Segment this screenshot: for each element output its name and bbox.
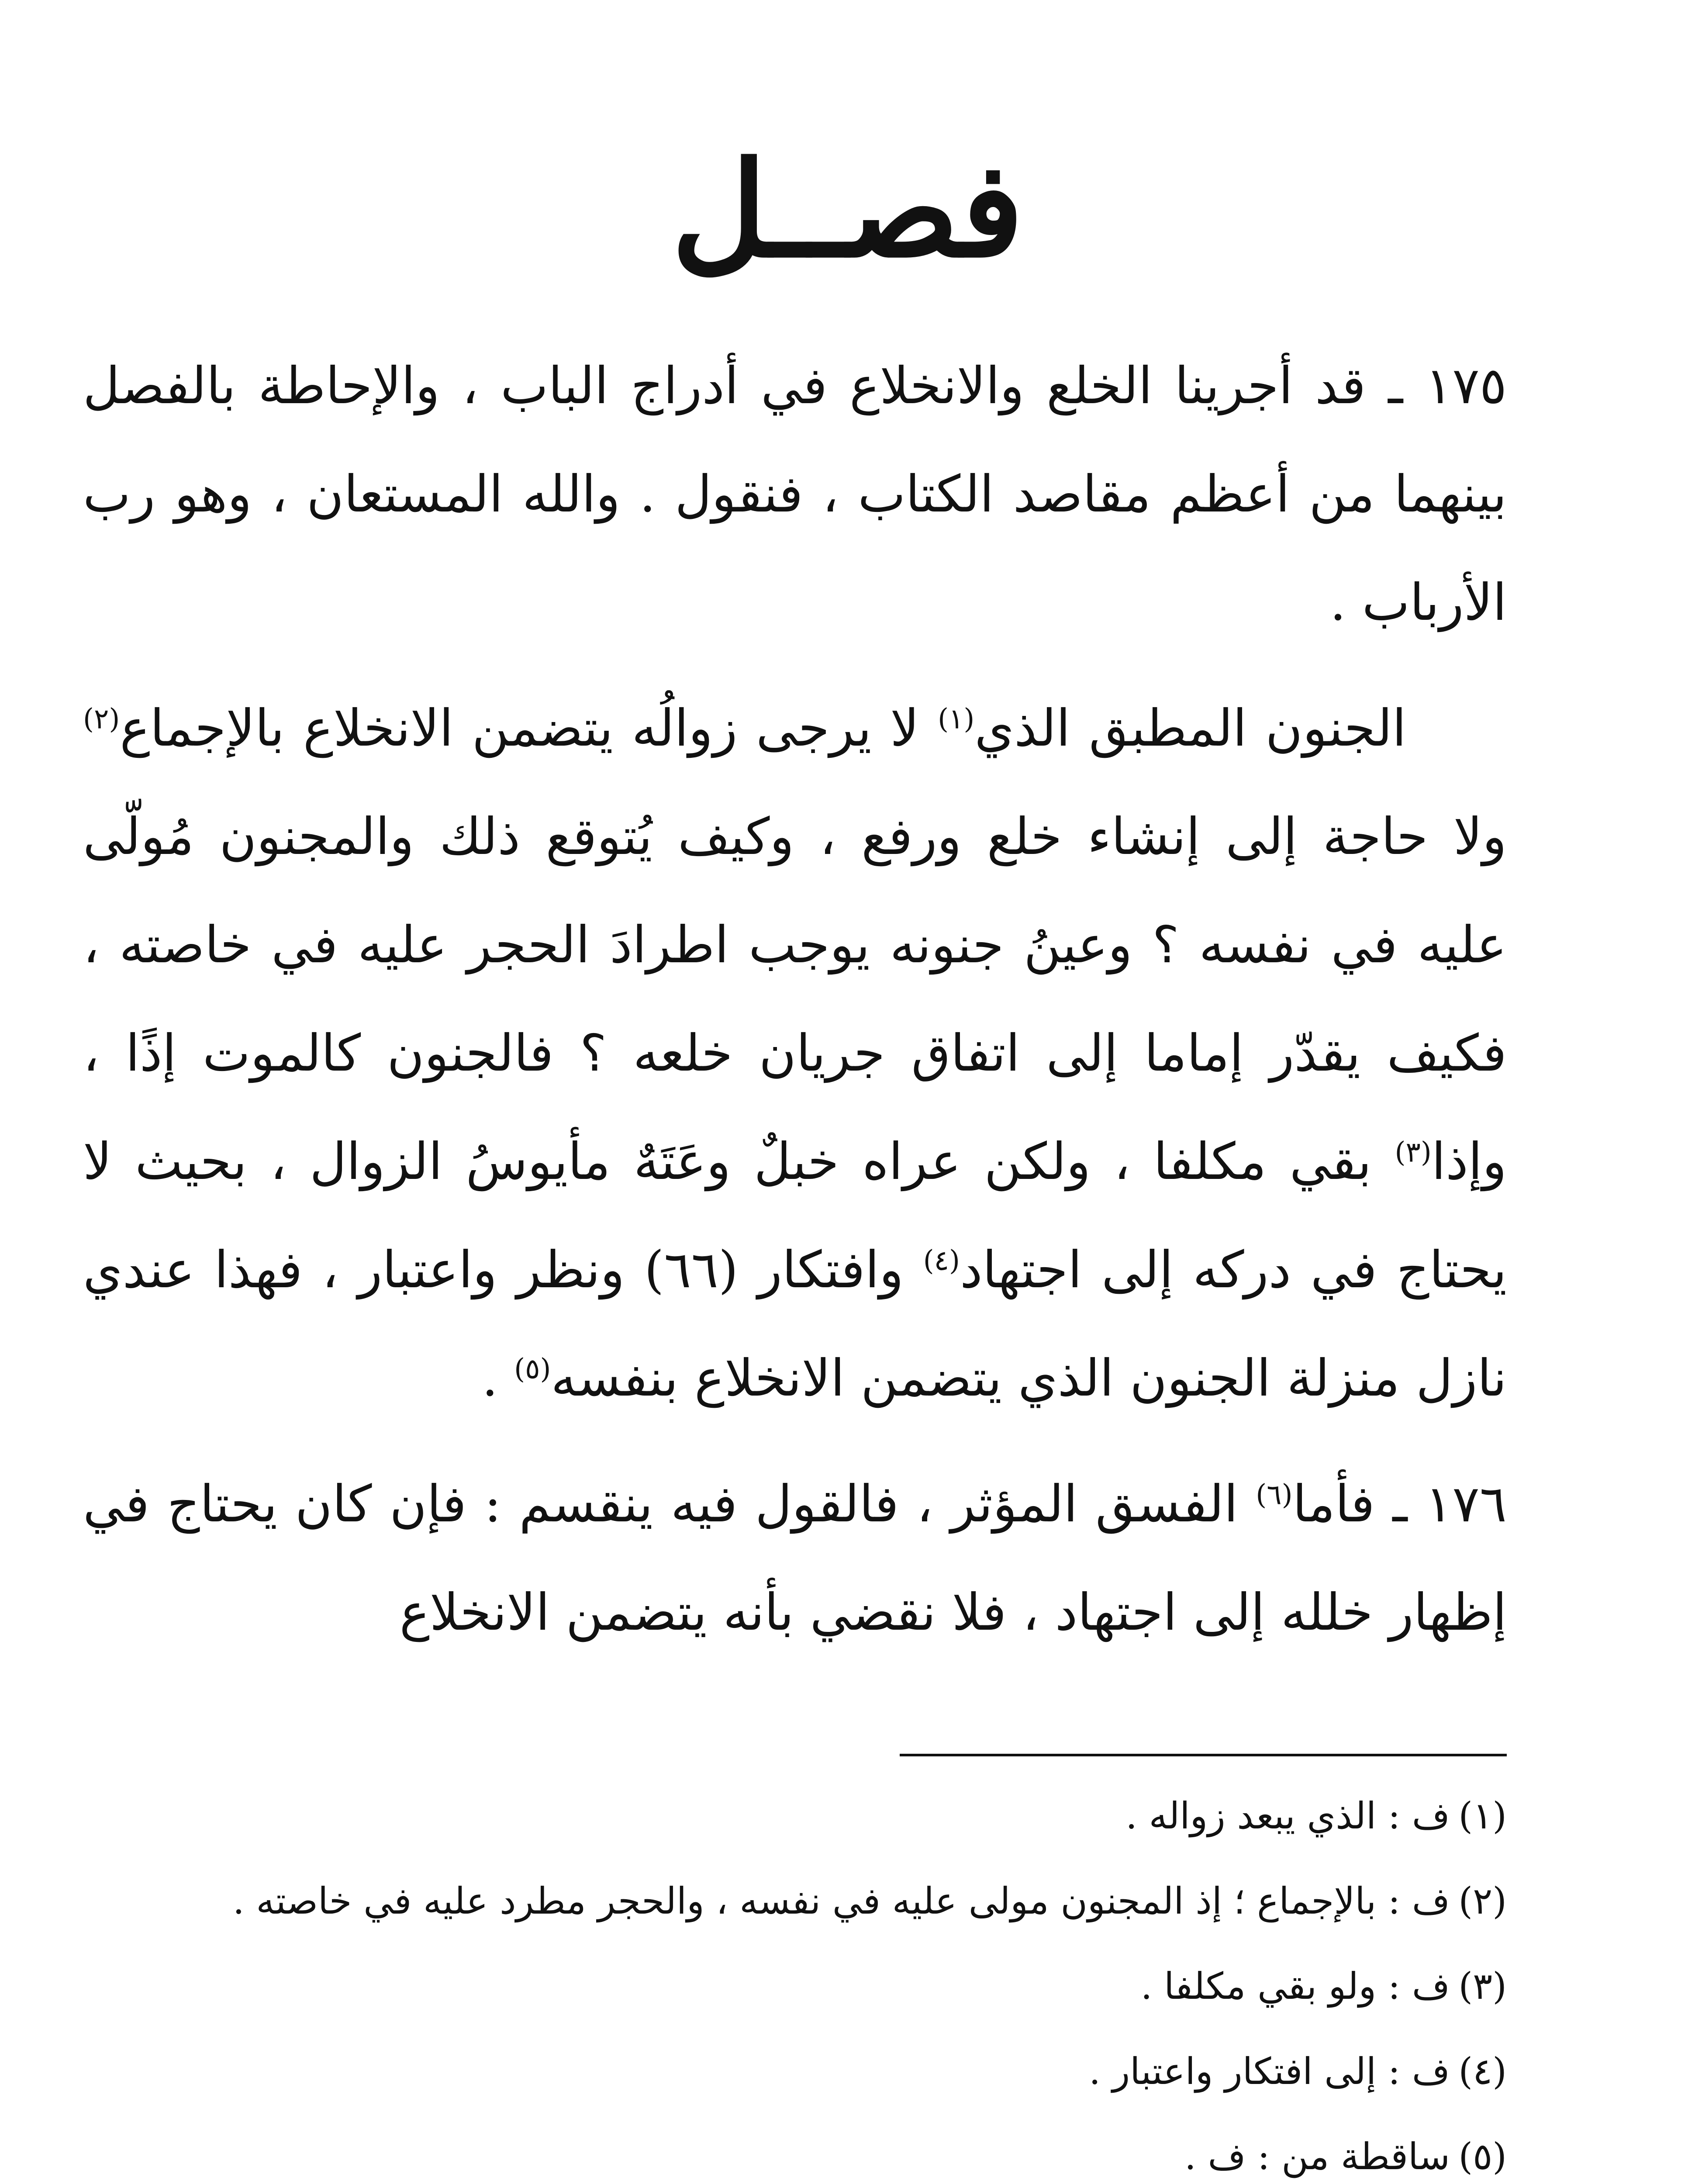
- footnote-ref-3[interactable]: (٣): [1395, 1136, 1432, 1169]
- footnote-ref-5[interactable]: (٥): [514, 1353, 551, 1386]
- footnote-5: [83, 2114, 1507, 2184]
- text-segment: الجنون المطبق الذي: [974, 699, 1406, 758]
- footnote-ref-1[interactable]: (١): [938, 703, 975, 736]
- footnote-2: [83, 1859, 1507, 1944]
- dash: ـ: [1374, 1475, 1408, 1534]
- footnote-ref-4[interactable]: (٤): [923, 1244, 960, 1277]
- footnote-text: ف : بالإجماع ؛ إذ المجنون مولى عليه في نفسه ، والحجر مطرد عليه في خاصته .: [232, 1880, 1450, 1922]
- footnote-4: [83, 2029, 1507, 2114]
- paragraph-176: [83, 1450, 1507, 1667]
- footnote-number: (٥): [1458, 2135, 1507, 2178]
- footnote-1: [83, 1773, 1507, 1859]
- text-segment: .: [482, 1349, 514, 1408]
- footnote-text: ف : الذي يبعد زواله .: [1125, 1794, 1450, 1837]
- footnote-text: ساقطة من : ف .: [1184, 2135, 1450, 2178]
- footnote-number: (٤): [1458, 2050, 1507, 2093]
- footnote-3: [83, 1944, 1507, 2029]
- footnote-text: ف : ولو بقي مكلفا .: [1140, 1965, 1450, 2008]
- section-heading: فصــل: [671, 132, 1024, 287]
- text-segment: بقي مكلفا ، ولكن عراه خبلٌ وعَتَهٌ مأيوسُ الزوال ، بحيث لا يحتاج في دركه إلى اجتهاد: [83, 1132, 1507, 1299]
- text-segment: لا يرجى زوالُه يتضمن الانخلاع بالإجماع: [120, 699, 938, 758]
- text-segment: فأما: [1292, 1475, 1375, 1534]
- paragraph-text: قد أجرينا الخلع والانخلاع في أدراج الباب ، والإحاطة بالفصل بينهما من أعظم مقاصد الكتاب ، فنقول . والله المستعان ، وهو رب الأرباب .: [83, 356, 1507, 632]
- footnote-number: (٢): [1458, 1880, 1507, 1922]
- footnote-text: ف : إلى افتكار واعتبار .: [1089, 2050, 1450, 2093]
- footnote-divider: [900, 1754, 1507, 1756]
- text-segment: الفسق المؤثر ، فالقول فيه ينقسم : فإن كان يحتاج في إظهار خلله إلى اجتهاد ، فلا نقضي بأنه يتضمن الانخلاع: [83, 1475, 1507, 1642]
- paragraph-insanity: [83, 674, 1507, 1433]
- footnotes: [83, 1773, 1507, 2184]
- text-segment: وافتكار (٦٦) ونظر واعتبار ، فهذا عندي نازل منزلة الجنون الذي يتضمن الانخلاع بنفسه: [83, 1241, 1507, 1408]
- paragraph-175: [83, 332, 1507, 657]
- paragraph-number: ١٧٦: [1425, 1475, 1507, 1534]
- footnote-number: (٣): [1458, 1965, 1507, 2008]
- main-text: [83, 332, 1507, 1684]
- footnote-ref-6[interactable]: (٦): [1256, 1479, 1293, 1511]
- footnote-number: (١): [1458, 1794, 1507, 1837]
- dash: ـ: [1366, 356, 1403, 415]
- footnote-ref-2[interactable]: (٢): [83, 703, 120, 736]
- text-segment: ولا حاجة إلى إنشاء خلع ورفع ، وكيف يُتوقع ذلك والمجنون مُولّى عليه في نفسه ؟ وعينُ جنونه يوجب اطرادَ الحجر عليه في خاصته ، فكيف يقدّر إماما إلى اتفاق جريان خلعه ؟ فالجنون كالموت إذًا ، وإذا: [83, 807, 1507, 1191]
- paragraph-number: ١٧٥: [1425, 356, 1507, 415]
